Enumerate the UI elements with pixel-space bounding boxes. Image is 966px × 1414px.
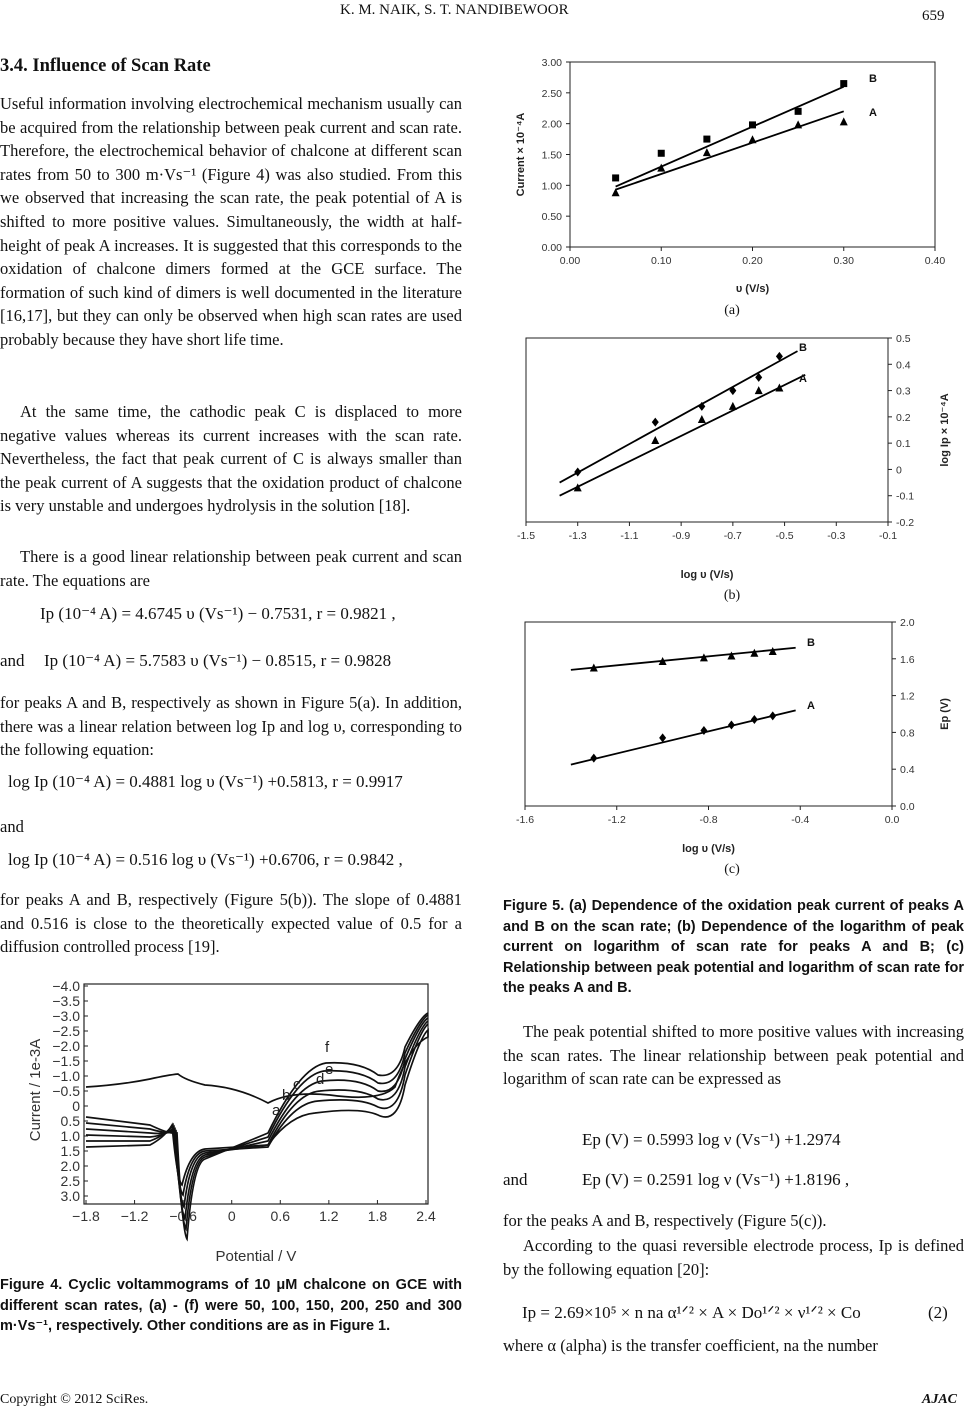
figure-5b-chart xyxy=(500,330,960,585)
equation-4: log Ip (10⁻⁴ A) = 0.516 log υ (Vs⁻¹) +0.6706, r = 0.9842 , xyxy=(8,850,403,869)
fig5a-point-B xyxy=(612,174,619,181)
right-paragraph-3: According to the quasi reversible electrode process, Ip is defined by the following equation [20]: xyxy=(503,1236,964,1279)
figure-4-y-tick-label: −2.0 xyxy=(52,1038,80,1054)
fig5a-x-tick-label: 0.20 xyxy=(742,255,763,267)
fig5a-plot-frame xyxy=(570,62,935,247)
figure-4-y-tick-label: 0.5 xyxy=(60,1113,80,1129)
footer-copyright: Copyright © 2012 SciRes. xyxy=(0,1392,149,1407)
fig5a-y-tick-label: 3.00 xyxy=(541,57,562,69)
figure-4-y-tick-label: 2.5 xyxy=(60,1173,80,1189)
fig5a-series-label-A: A xyxy=(869,107,877,119)
fig5b-x-tick-label: -0.1 xyxy=(878,530,898,542)
fig5b-y-axis-label: log Ip × 10⁻⁴A xyxy=(939,393,951,467)
fig5a-x-tick-label: 0.40 xyxy=(924,255,946,267)
fig5a-point-B xyxy=(749,121,756,128)
fig5b-y-tick-label: 0.4 xyxy=(896,359,911,372)
equation-6: Ep (V) = 0.2591 log ν (Vs⁻¹) +1.8196 , xyxy=(582,1170,850,1189)
fig5b-x-tick-label: -0.5 xyxy=(775,530,794,542)
fig5b-y-tick-label: 0 xyxy=(896,464,902,477)
figure-4-x-tick-label: −1.8 xyxy=(72,1208,100,1224)
equation-2-prefix: and xyxy=(0,651,25,670)
fig5b-x-tick-label: -1.1 xyxy=(620,530,639,542)
figure-4-y-tick-label: −2.5 xyxy=(52,1023,80,1039)
equation-5: Ep (V) = 0.5993 log ν (Vs⁻¹) +1.2974 xyxy=(582,1130,841,1149)
curve-label-e: e xyxy=(325,1061,334,1078)
fig5c-y-tick-label: 1.2 xyxy=(900,690,915,703)
fig5b-y-tick-label: 0.2 xyxy=(896,411,911,424)
figure-5a-label: (a) xyxy=(724,303,740,318)
figure-4-x-tick-label: 1.8 xyxy=(367,1208,388,1224)
curve-label-b: b xyxy=(282,1087,291,1104)
fig5c-x-tick-label: -0.8 xyxy=(699,814,718,826)
figure-4-plot-frame xyxy=(84,984,428,1204)
figure-4-y-tick-label: 1.0 xyxy=(60,1128,80,1144)
equation-7: Ip = 2.69×10⁵ × n na α¹ᐟ² × A × Do¹ᐟ² × ν¹ᐟ² × Co xyxy=(522,1303,861,1322)
figure-4-y-axis-label: Current / 1e-3A xyxy=(27,1038,44,1142)
curve-label-a: a xyxy=(272,1102,281,1119)
paragraph-1: Useful information involving electrochemical mechanism usually can be acquired from the relationship between peak current and scan rate. Therefore, the electrochemical behavior of chalcone at different scan rates from 50 to 300 m·Vs⁻¹ (Figure 4) was also studied. From this we observed that increasing the scan rate, the peak potential of A is shifted to more positive values. Simultaneously, the width at half-height of peak A increases. It is suggested that this corresponds to the oxidation of chalcone dimers formed at the GCE surface. The formation of such kind of dimers is well documented in the literature [16,17], but they can only be observed when high scan rates are used probably because they have short life time. xyxy=(0,94,462,349)
fig5c-x-axis-label: log υ (V/s) xyxy=(682,843,735,855)
equation-3: log Ip (10⁻⁴ A) = 0.4881 log υ (Vs⁻¹) +0.5813, r = 0.9917 xyxy=(8,772,403,791)
fig5b-y-tick-label: 0.3 xyxy=(896,385,911,398)
fig5c-x-tick-label: -0.4 xyxy=(791,814,810,826)
figure-4-x-axis-label: Potential / V xyxy=(215,1248,297,1265)
curve-label-f: f xyxy=(325,1039,330,1056)
fig5a-y-tick-label: 1.00 xyxy=(541,180,562,193)
paragraph-4: for peaks A and B, respectively as shown in Figure 5(a). In addition, there was a linear relation between log Ip and log υ, corresponding to the following equation: xyxy=(0,693,462,760)
fig5b-x-axis-label: log υ (V/s) xyxy=(680,569,734,581)
fig5c-y-tick-label: 2.0 xyxy=(900,617,915,629)
equation-2: Ip (10⁻⁴ A) = 5.7583 υ (Vs⁻¹) − 0.8515, r = 0.9828 xyxy=(44,651,392,670)
fig5b-series-label-B: B xyxy=(799,342,807,354)
figure-5c-chart xyxy=(500,612,960,857)
fig5b-y-tick-label: -0.2 xyxy=(896,517,915,529)
fig5b-x-tick-label: -1.5 xyxy=(516,530,536,542)
fig5b-x-tick-label: -0.9 xyxy=(672,530,691,542)
fig5a-y-tick-label: 2.00 xyxy=(541,118,562,131)
fig5c-y-axis-label: Ep (V) xyxy=(939,698,951,730)
fig5a-y-tick-label: 1.50 xyxy=(541,149,562,162)
fig5a-y-tick-label: 2.50 xyxy=(541,87,562,100)
equation-1: Ip (10⁻⁴ A) = 4.6745 υ (Vs⁻¹) − 0.7531, r = 0.9821 , xyxy=(40,604,396,623)
fig5b-x-tick-label: -1.3 xyxy=(568,530,587,542)
figure-4-y-tick-label: −1.0 xyxy=(52,1068,80,1084)
figure-4-x-tick-label: −1.2 xyxy=(120,1208,149,1224)
fig5c-x-tick-label: -1.2 xyxy=(607,814,626,826)
figure-4-y-tick-label: 1.5 xyxy=(60,1143,80,1159)
and-word: and xyxy=(0,817,24,836)
paragraph-5: for peaks A and B, respectively (Figure 5(b)). The slope of 0.4881 and 0.516 is close to the theoretically expected value of 0.5 for a diffusion controlled process [19]. xyxy=(0,890,462,957)
figure-5-caption: Figure 5. (a) Dependence of the oxidation peak current of peaks A and B on the scan rate; (b) Dependence of the logarithm of peak current on logarithm of scan rate for peaks A and B; (c) Relationship between peak potential and logarithm of scan rate for the peaks A and B. xyxy=(503,898,964,996)
figure-4-y-tick-label: −0.5 xyxy=(52,1083,80,1099)
equation-7-number: (2) xyxy=(928,1303,948,1322)
figure-5a-chart xyxy=(500,50,960,300)
fig5b-y-tick-label: 0.1 xyxy=(896,438,911,451)
footer-journal: AJAC xyxy=(922,1392,958,1407)
fig5b-x-tick-label: -0.3 xyxy=(827,530,846,542)
curve-label-c: c xyxy=(293,1076,301,1093)
fig5c-plot-frame xyxy=(525,622,892,806)
fig5a-point-B xyxy=(840,80,847,87)
paragraph-3: There is a good linear relationship between peak current and scan rate. The equations are xyxy=(0,547,462,590)
paragraph-2: At the same time, the cathodic peak C is displaced to more negative values whereas its current increases with the scan rate. Nevertheless, the fact that peak current of C is always smaller than the peak current of A suggests that the oxidation product of chalcone is very unstable and undergoes hydrolysis in the solution [18]. xyxy=(0,402,462,516)
figure-4-x-tick-label: 0.6 xyxy=(270,1208,291,1224)
fig5a-x-tick-label: 0.00 xyxy=(559,255,581,267)
equation-6-prefix: and xyxy=(503,1170,528,1189)
fig5c-series-label-A: A xyxy=(807,700,815,712)
right-paragraph-1: The peak potential shifted to more positive values with increasing the scan rates. The linear relationship between peak potential and logarithm of scan rate can be expressed as xyxy=(503,1022,964,1089)
figure-4-y-tick-label: 2.0 xyxy=(60,1158,80,1174)
right-paragraph-2: for the peaks A and B, respectively (Figure 5(c)). xyxy=(503,1211,827,1230)
fig5a-x-tick-label: 0.30 xyxy=(833,255,854,267)
figure-4-y-tick-label: −1.5 xyxy=(52,1053,80,1069)
figure-4-x-tick-label: −0.6 xyxy=(169,1208,197,1224)
figure-4-x-tick-label: 1.2 xyxy=(319,1208,339,1224)
figure-4-y-tick-label: 0 xyxy=(72,1098,80,1114)
figure-4-y-tick-label: −3.5 xyxy=(52,993,80,1009)
fig5b-series-label-A: A xyxy=(799,373,807,385)
fig5a-y-tick-label: 0.00 xyxy=(541,242,562,254)
fig5c-y-tick-label: 1.6 xyxy=(900,653,915,666)
fig5a-point-B xyxy=(703,136,710,143)
fig5b-x-tick-label: -0.7 xyxy=(723,530,742,542)
fig5c-series-label-B: B xyxy=(807,637,815,649)
fig5a-series-label-B: B xyxy=(869,73,877,85)
fig5c-y-tick-label: 0.8 xyxy=(900,727,915,740)
fig5a-x-tick-label: 0.10 xyxy=(651,255,672,267)
fig5a-point-B xyxy=(658,150,665,157)
curve-label-d: d xyxy=(316,1071,325,1088)
figure-4-x-tick-label: 2.4 xyxy=(416,1208,436,1224)
figure-5b-label: (b) xyxy=(723,588,741,603)
figure-5c-label: (c) xyxy=(724,862,740,877)
fig5a-y-axis-label: Current × 10⁻⁴A xyxy=(515,112,527,197)
fig5a-point-B xyxy=(795,108,802,115)
fig5c-x-tick-label: 0.0 xyxy=(884,814,900,826)
figure-4-y-tick-label: −3.0 xyxy=(52,1008,80,1024)
figure-4-x-tick-label: 0 xyxy=(227,1208,236,1224)
fig5a-x-axis-label: υ (V/s) xyxy=(735,283,770,295)
right-paragraph-4: where α (alpha) is the transfer coefficient, na the number xyxy=(503,1336,878,1355)
section-title: 3.4. Influence of Scan Rate xyxy=(0,56,211,76)
figure-4-y-tick-label: 3.0 xyxy=(60,1188,80,1204)
figure-4-cyclic-voltammograms xyxy=(0,975,462,1267)
fig5c-x-tick-label: -1.6 xyxy=(515,814,535,826)
figure-4-y-tick-label: −4.0 xyxy=(52,978,80,994)
fig5b-y-tick-label: 0.5 xyxy=(896,333,911,345)
fig5c-y-tick-label: 0.0 xyxy=(900,801,915,813)
figure-4-caption: Figure 4. Cyclic voltammograms of 10 μM chalcone on GCE with different scan rates, (a) - (f) were 50, 100, 150, 200, 250 and 300 m·Vs⁻¹, respectively. Other conditions are as in Figure 1. xyxy=(0,1277,462,1334)
fig5b-plot-frame xyxy=(526,338,888,522)
running-header: K. M. NAIK, S. T. NANDIBEWOOR xyxy=(340,2,569,18)
fig5a-y-tick-label: 0.50 xyxy=(541,211,562,224)
fig5b-y-tick-label: -0.1 xyxy=(896,490,915,503)
fig5c-y-tick-label: 0.4 xyxy=(900,764,915,777)
page-number: 659 xyxy=(922,8,945,24)
